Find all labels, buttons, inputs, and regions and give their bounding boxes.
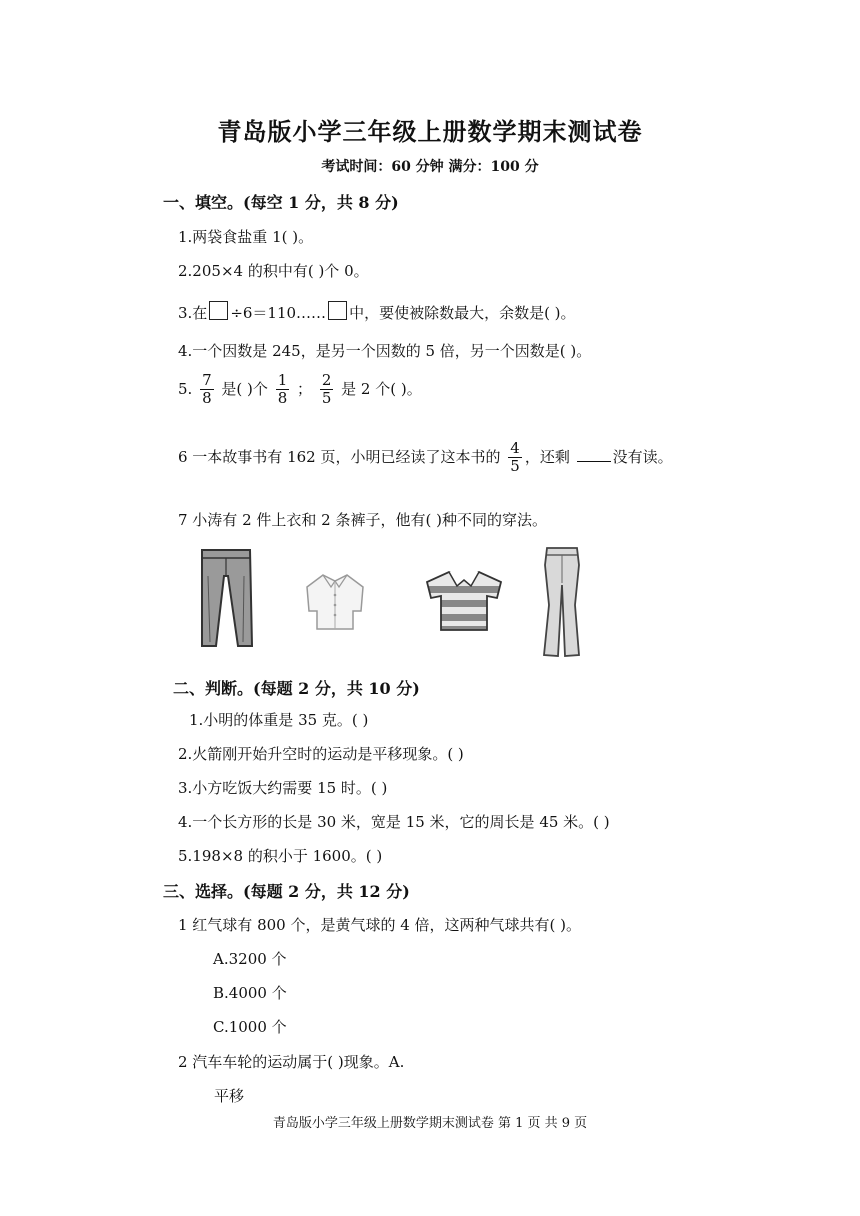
- option-c: C.1000 个: [213, 1018, 287, 1036]
- q5-text-b: 是( )个: [221, 379, 268, 398]
- answer-blank: [577, 461, 611, 462]
- white-shirt-icon: [301, 571, 369, 633]
- exam-info: 考试时间：60 分钟 满分：100 分: [321, 159, 539, 175]
- dividend-box: [209, 301, 228, 320]
- q3-text-a: 3.在: [178, 304, 208, 322]
- remainder-box: [328, 301, 347, 320]
- section3-q2-option-text: 平移: [214, 1087, 245, 1105]
- section1-q7: 7 小涛有 2 件上衣和 2 条裤子，他有( )种不同的穿法。: [178, 511, 547, 529]
- striped-polo-icon: [425, 568, 503, 634]
- section3-q1: 1 红气球有 800 个，是黄气球的 4 倍，这两种气球共有( )。: [178, 916, 582, 934]
- q5-text-d: 是 2 个( )。: [341, 379, 422, 398]
- section3-heading: 三、选择。(每题 2 分，共 12 分): [163, 882, 410, 901]
- page-footer: 青岛版小学三年级上册数学期末测试卷 第 1 页 共 9 页: [272, 1116, 588, 1131]
- section1-q2: 2.205×4 的积中有( )个 0。: [178, 262, 369, 280]
- section2-q1: 1.小明的体重是 35 克。( ): [189, 711, 369, 729]
- q6-text-a: 6 一本故事书有 162 页，小明已经读了这本书的: [178, 447, 501, 466]
- q6-text-b: ，还剩: [524, 447, 570, 466]
- section1-q3: [178, 301, 576, 323]
- section1-q5: [178, 372, 422, 408]
- section2-q4: 4.一个长方形的长是 30 米，宽是 15 米，它的周长是 45 米。( ): [178, 813, 610, 831]
- section2-q2: 2.火箭刚开始升空时的运动是平移现象。( ): [178, 745, 464, 763]
- option-a: A.3200 个: [213, 950, 287, 968]
- section1-q4: 4.一个因数是 245，是另一个因数的 5 倍，另一个因数是( )。: [178, 342, 592, 360]
- dark-jeans-icon: [196, 546, 256, 652]
- section3-q2: 2 汽车车轮的运动属于( )现象。A.: [178, 1053, 405, 1071]
- section2-heading: 二、判断。(每题 2 分，共 10 分): [173, 679, 420, 698]
- q6-text-c: 没有读。: [612, 447, 673, 466]
- q5-text-c: ；: [297, 379, 313, 398]
- option-b: B.4000 个: [213, 984, 287, 1002]
- q5-text-a: 5.: [178, 379, 193, 398]
- light-trousers-icon: [541, 545, 583, 660]
- q3-text-b: ÷6＝110……: [230, 304, 327, 322]
- section1-q6: [178, 440, 673, 476]
- fraction-4-5: $\frac{4}{5}$: [510, 439, 520, 476]
- section2-q5: 5.198×8 的积小于 1600。( ): [178, 847, 383, 865]
- page-title: 青岛版小学三年级上册数学期末测试卷: [217, 118, 643, 146]
- fraction-7-8: $\frac{7}{8}$: [202, 371, 212, 408]
- section1-heading: 一、填空。(每空 1 分，共 8 分): [163, 193, 399, 212]
- q3-text-c: 中，要使被除数最大，余数是( )。: [349, 304, 576, 322]
- section1-q1: 1.两袋食盐重 1( )。: [178, 228, 314, 246]
- fraction-1-8: $\frac{1}{8}$: [277, 371, 288, 408]
- fraction-2-5: $\frac{2}{5}$: [321, 371, 332, 408]
- section2-q3: 3.小方吃饭大约需要 15 时。( ): [178, 779, 388, 797]
